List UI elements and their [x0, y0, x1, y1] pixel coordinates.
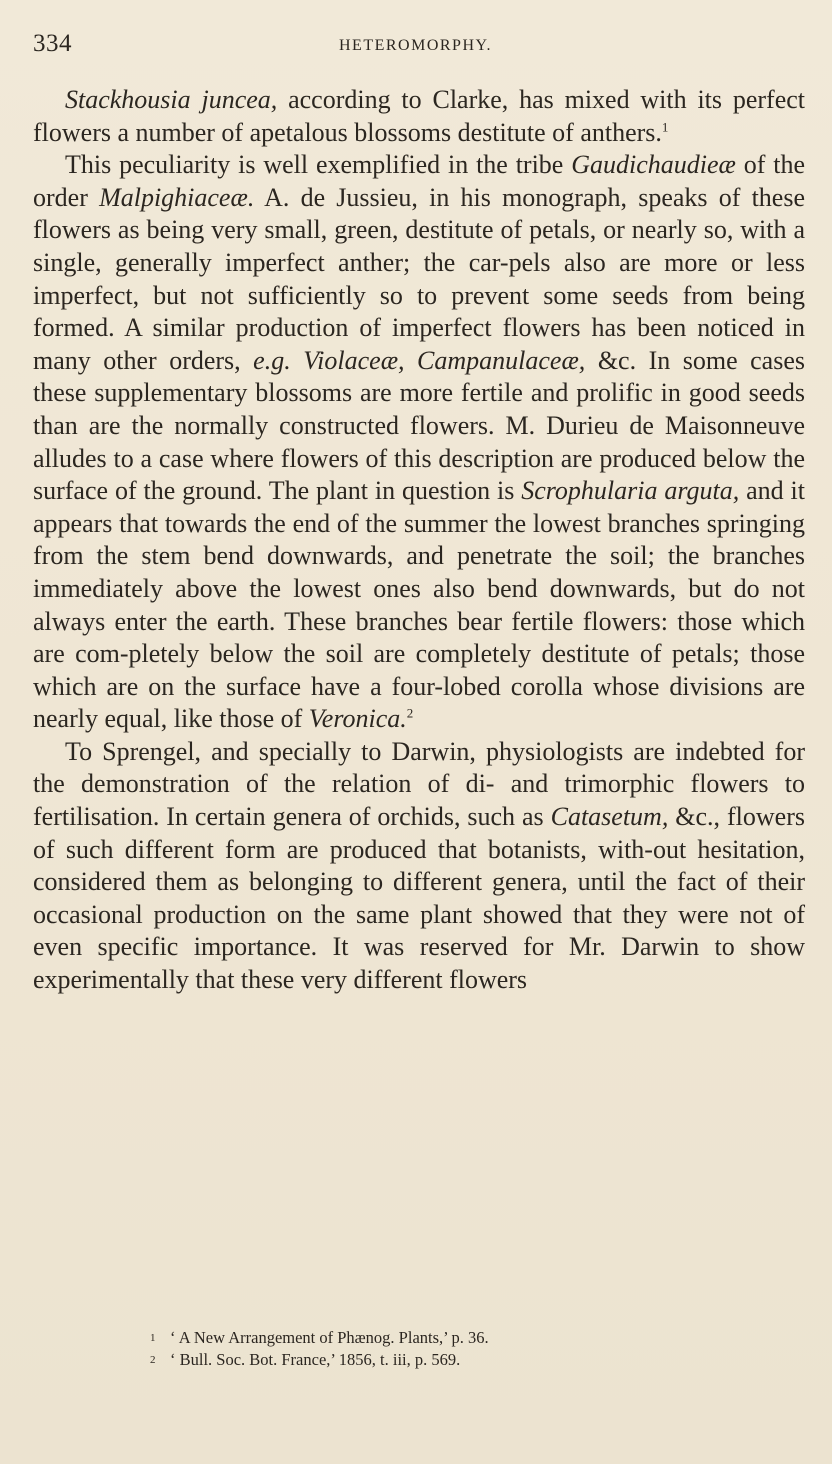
species-name: Stackhousia juncea, [65, 85, 278, 114]
paragraph-text: according to Clarke, has mixed with its perfect flowers a number of apetalous blossoms destitute of anthers. [33, 85, 806, 147]
page-number: 334 [33, 30, 72, 57]
footnote-text: ‘ Bull. Soc. Bot. France,’ 1856, t. iii, p. 569. [170, 1350, 461, 1369]
footnotes [150, 1327, 489, 1371]
footnote-mark: 1 [150, 1332, 156, 1344]
page-header [33, 30, 798, 60]
footnote-1 [150, 1327, 489, 1349]
body-text [33, 84, 805, 997]
footnote-ref-2: 2 [406, 705, 414, 721]
paragraph-text: This peculiarity is well exemplified in the tribe [65, 150, 572, 180]
running-head: HETEROMORPHY. [339, 37, 492, 54]
paragraph-1 [33, 84, 805, 149]
paragraph-text: To Sprengel, and specially to Darwin, physiologists are indebted for the demonstration of the relation of di- and trimorphic flowers to fertilisation. In certain genera of orchids, such as [33, 736, 805, 832]
footnote-ref-1: 1 [661, 118, 669, 134]
paragraph-text: A. de Jussieu, in his monograph, speaks of these flowers as being very small, green, destitute of petals, or nearly so, with a single, generally imperfect anther; the car-pels also are more or less imperfect, but not sufficiently so to prevent some seeds from being formed. A similar production of imperfect flowers has been noticed in many other orders, [33, 182, 805, 375]
paragraph-text: and it appears that towards the end of the summer the lowest branches springing from the stem bend downwards, and penetrate the soil; the branches immediately above the lowest ones also bend downwards, but do not always enter the earth. These branches bear fertile flowers: those which are com-pletely below the soil are completely destitute of petals; those which are on the surface have a four-lobed corolla whose divisions are nearly equal, like those of [33, 476, 805, 734]
paragraph-text: of the order [33, 150, 806, 212]
paragraph-text: &c., flowers of such different form are produced that botanists, with-out hesitation, considered them as belonging to different genera, until the fact of their occasional production on the same plant showed that they were not of even specific importance. It was reserved for Mr. Darwin to show experimentally that these very different flowers [33, 802, 805, 995]
species-name: Scrophularia arguta, [521, 476, 740, 506]
paragraph-3 [33, 736, 805, 997]
order-name: Malpighiaceæ. [99, 182, 255, 212]
paragraph-2 [33, 149, 805, 736]
genus-name: Veronica. [308, 704, 407, 734]
order-examples: e.g. Violaceæ, Campanulaceæ, [253, 345, 586, 375]
genus-name: Catasetum, [550, 802, 669, 832]
footnote-2 [150, 1349, 489, 1371]
footnote-text: ‘ A New Arrangement of Phænog. Plants,’ p. 36. [170, 1328, 489, 1347]
tribe-name: Gaudichaudieæ [571, 150, 736, 180]
footnote-mark: 2 [150, 1354, 156, 1366]
paragraph-text: &c. In some cases these supplementary blossoms are more fertile and prolific in good seeds than are the normally constructed flowers. M. Durieu de Maisonneuve alludes to a case where flowers of this description are produced below the surface of the ground. The plant in question is [33, 345, 805, 506]
